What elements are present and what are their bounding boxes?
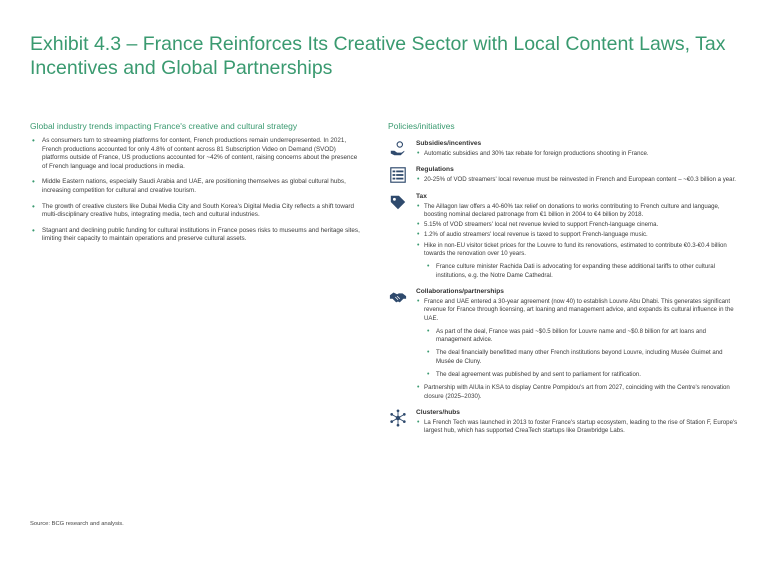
source-note: Source: BCG research and analysis. <box>30 521 124 527</box>
policy-title: Tax <box>416 192 427 200</box>
policy-collaborations <box>388 288 738 401</box>
sub-list-item: • The deal agreement was published by and sent to parliament for ratification. <box>416 371 738 379</box>
tag-icon <box>388 193 408 211</box>
trends-column <box>30 121 360 251</box>
policy-title: Collaborations/partnerships <box>416 287 504 295</box>
policy-subsidies <box>388 140 738 158</box>
list-item: • The growth of creative clusters like Dubai Media City and South Korea's Digital Media City reflects a shift toward multi-disciplinary creative hubs, integrating media, tech and cultural industries. <box>30 203 360 220</box>
handshake-icon <box>388 288 408 306</box>
trends-heading: Global industry trends impacting France's creative and cultural strategy <box>30 121 298 131</box>
list-item: • As consumers turn to streaming platforms for content, French productions remain underrepresented. In 2021, French productions accounted for only 4.8% of content across 81 Subscription Video on Demand (SVOD) platforms outside of France, US productions accounted for ~42% of content, raising concerns about the presence of French language and local productions in media. <box>30 137 360 171</box>
list-item: • Stagnant and declining public funding for cultural institutions in France poses risks to museums and heritage sites, limiting their capacity to maintain operations and preserve cultural assets. <box>30 227 360 244</box>
list-item: • 20-25% of VOD streamers' local revenue must be reinvested in French and European content – ~€0.3 billion a year. <box>416 176 738 184</box>
list-item: • 5.15% of VOD streamers' local net revenue levied to support French-language cinema. <box>416 221 738 229</box>
trends-list <box>30 137 360 244</box>
sub-list-item: • The deal financially benefitted many other French institutions beyond Louvre, including Musée Guimet and Musée de Cluny. <box>416 349 738 366</box>
policy-regulations <box>388 166 738 184</box>
policy-title: Clusters/hubs <box>416 408 460 416</box>
page-title: Exhibit 4.3 – France Reinforces Its Creative Sector with Local Content Laws, Tax Incentives and Global Partnerships <box>30 33 726 79</box>
hand-coin-icon <box>388 140 408 158</box>
policies-heading: Policies/initiatives <box>388 121 455 131</box>
list-item: • Hike in non-EU visitor ticket prices for the Louvre to fund its renovations, estimated to contribute €0.3-€0.4 billion towards the renovation over 10 years. <box>416 242 738 259</box>
list-item: • Middle Eastern nations, especially Saudi Arabia and UAE, are positioning themselves as global cultural hubs, increasing competition for cultural and creative tourism. <box>30 178 360 195</box>
list-item: • Partnership with AlUla in KSA to display Centre Pompidou's art from 2027, coinciding with the Centre's renovation closure (2025–2030). <box>416 384 738 401</box>
document-list-icon <box>388 166 408 184</box>
policy-title: Subsidies/incentives <box>416 140 482 147</box>
list-item: • 1.2% of audio streamers' local revenue is taxed to support French-language music. <box>416 231 738 239</box>
list-item: • La French Tech was launched in 2013 to foster France's startup ecosystem, leading to the rise of Station F, Europe's largest hub, which has supported CreaTech startups like Drawbridge Labs. <box>416 419 738 436</box>
list-item: • The Aillagon law offers a 40-60% tax relief on donations to works contributing to French culture and language, boosting nominal declared patronage from €1 billion in 2004 to €4 billion by 2018. <box>416 203 738 220</box>
list-item: • France and UAE entered a 30-year agreement (now 40) to establish Louvre Abu Dhabi. This generates significant revenue for France through licensing, art loaning and management advice, and expands its cultural influence in the UAE. <box>416 298 738 323</box>
sub-list-item: • France culture minister Rachida Dati is advocating for expanding these additional tariffs to other cultural institutions, e.g. the Notre Dame Cathedral. <box>416 263 738 280</box>
list-item: • Automatic subsidies and 30% tax rebate for foreign productions shooting in France. <box>416 150 738 158</box>
sub-list-item: • As part of the deal, France was paid ~$0.5 billion for Louvre name and ~$0.8 billion for art loans and management advice. <box>416 328 738 345</box>
policies-column <box>388 121 738 444</box>
policy-tax <box>388 193 738 280</box>
network-icon <box>388 409 408 427</box>
policy-title: Regulations <box>416 166 454 174</box>
policy-clusters <box>388 409 738 436</box>
